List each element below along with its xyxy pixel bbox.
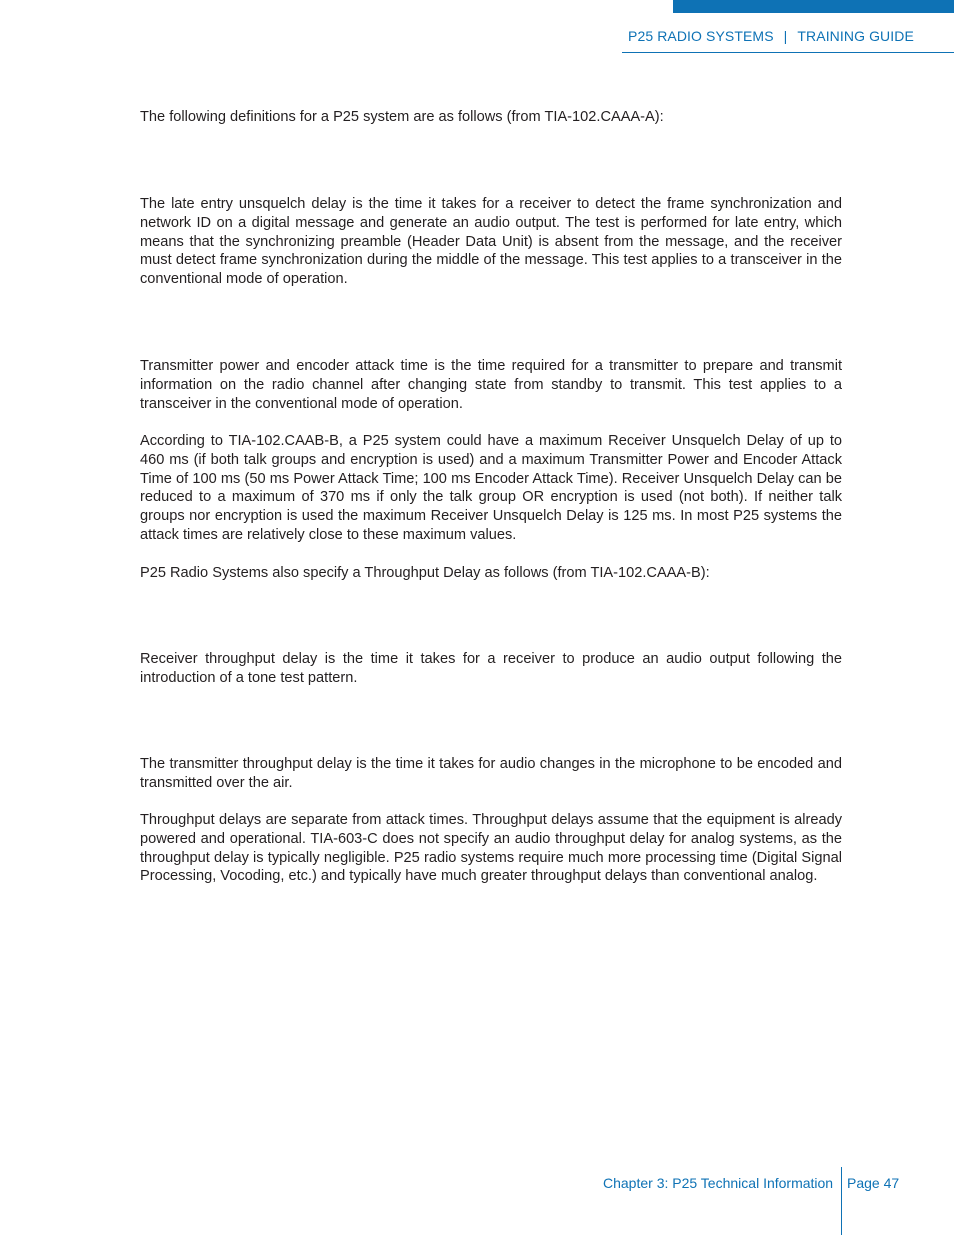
header-rule — [622, 52, 954, 53]
header-right: TRAINING GUIDE — [797, 28, 914, 44]
paragraph-transmitter-attack: Transmitter power and encoder attack time is the time required for a transmitter to prepare and transmit information on the radio channel after changing state from standby to transmit. This test applies to a transceiver in the conventional mode of operation. — [140, 358, 842, 412]
footer-page-number: Page 47 — [847, 1175, 900, 1191]
paragraph-throughput-notes: Throughput delays are separate from attack times. Throughput delays assume that the equipment is already powered and operational. TIA-603-C does not specify an audio throughput delay for analog systems, as the throughput delay is typically negligible. P25 radio systems require much more processing time (Digital Signal Processing, Vocoding, etc.) and typically have much greater throughput delays than conventional analog. — [140, 812, 842, 885]
running-header — [628, 28, 914, 44]
paragraph-caab: According to TIA-102.CAAB-B, a P25 system could have a maximum Receiver Unsquelch Delay of up to 460 ms (if both talk groups and encryption is used) and a maximum Transmitter Power and Encoder Attack Time of 100 ms (50 ms Power Attack Time; 100 ms Encoder Attack Time). Receiver Unsquelch Delay can be reduced to a maximum of 370 ms if only the talk group OR encryption is used (not both). If neither talk groups nor encryption is used the maximum Receiver Unsquelch Delay is 125 ms. In most P25 systems the attack times are relatively close to these maximum values. — [140, 433, 842, 543]
header-accent-bar — [673, 0, 954, 13]
header-separator: | — [783, 28, 788, 44]
paragraph-throughput-intro: P25 Radio Systems also specify a Throughput Delay as follows (from TIA-102.CAAA-B): — [140, 565, 710, 581]
paragraph-intro: The following definitions for a P25 system are as follows (from TIA-102.CAAA-A): — [140, 109, 664, 125]
paragraph-receiver-throughput: Receiver throughput delay is the time it takes for a receiver to produce an audio output following the introduction of a tone test pattern. — [140, 651, 842, 686]
paragraph-late-entry: The late entry unsquelch delay is the time it takes for a receiver to detect the frame synchronization and network ID on a digital message and generate an audio output. The test is performed for late entry, which means that the synchronizing preamble (Header Data Unit) is absent from the message, and the receiver must detect frame synchronization during the middle of the message. This test applies to a transceiver in the conventional mode of operation. — [140, 196, 842, 288]
paragraph-transmitter-throughput: The transmitter throughput delay is the time it takes for audio changes in the microphone to be encoded and transmitted over the air. — [140, 756, 842, 791]
footer-chapter: Chapter 3: P25 Technical Information — [603, 1175, 834, 1191]
header-left: P25 RADIO SYSTEMS — [628, 28, 774, 44]
footer-rule — [841, 1167, 842, 1235]
